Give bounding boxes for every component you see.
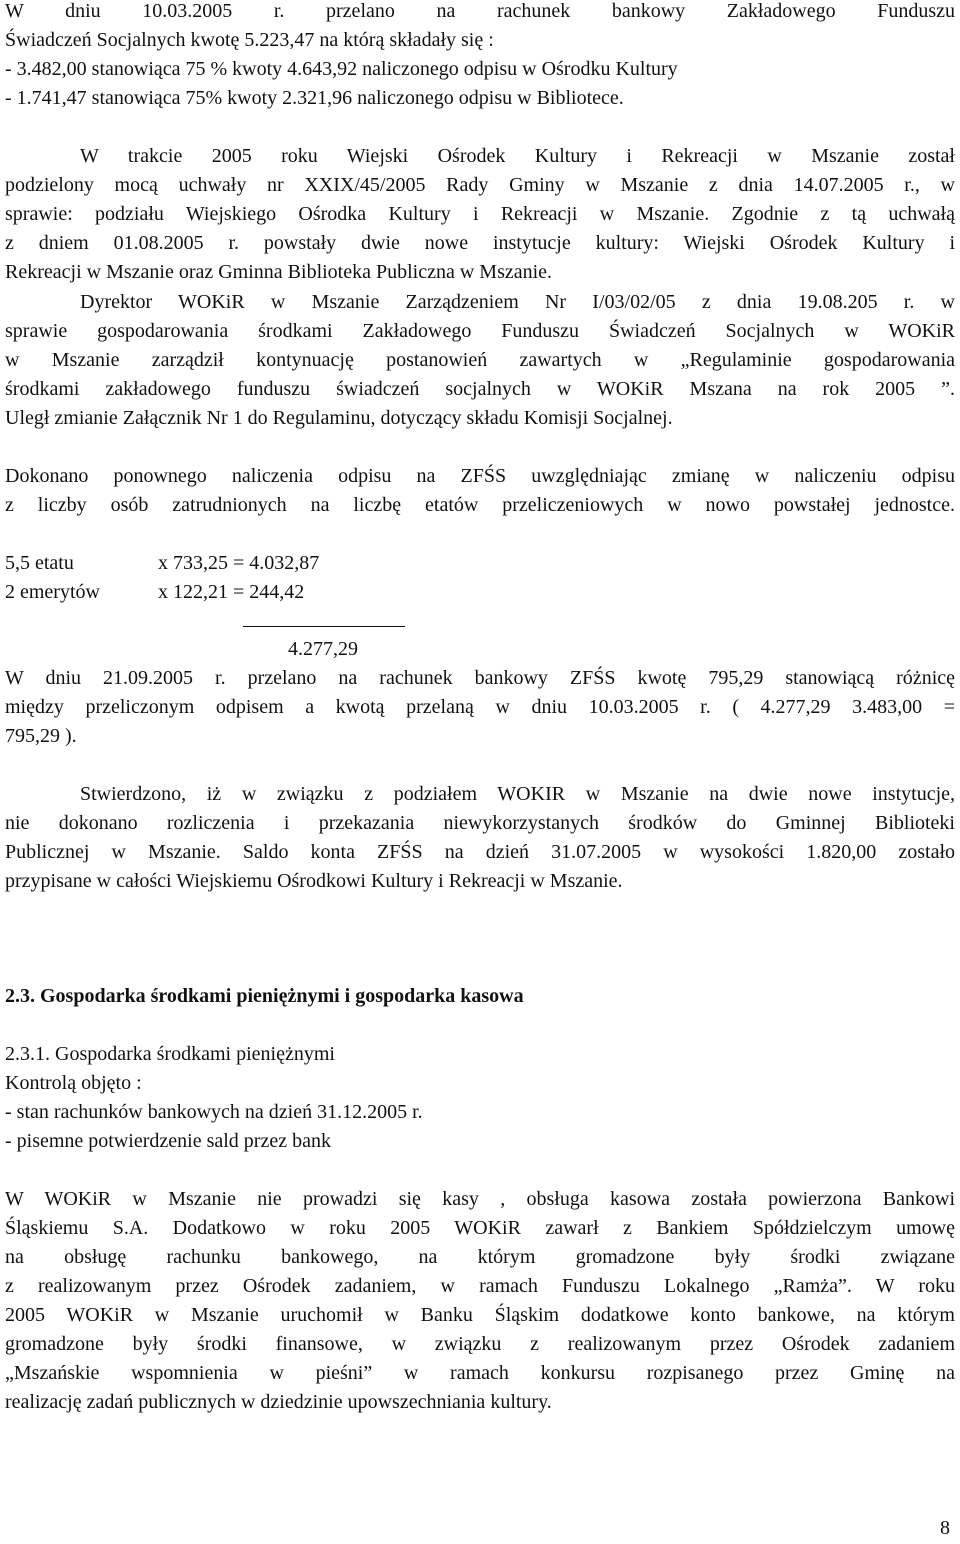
calc-row-expression: x 122,21 = 244,42 <box>158 581 305 603</box>
sum-underline <box>243 626 405 627</box>
list-item: - pisemne potwierdzenie sald przez bank <box>5 1130 331 1152</box>
paragraph-line: - 3.482,00 stanowiąca 75 % kwoty 4.643,92 naliczonego odpisu w Ośrodku Kultury <box>5 58 678 80</box>
calc-row-label: 5,5 etatu <box>5 552 74 574</box>
paragraph-line: „Mszańskie wspomnienia w pieśni” w ramach konkursu rozpisanego przez Gminę na <box>5 1362 955 1384</box>
paragraph-line: sprawie: podziału Wiejskiego Ośrodka Kultury i Rekreacji w Mszanie. Zgodnie z tą uchwałą <box>5 203 955 225</box>
paragraph-line: z dniem 01.08.2005 r. powstały dwie nowe instytucje kultury: Wiejski Ośrodek Kultury i <box>5 232 955 254</box>
paragraph-line: podzielony mocą uchwały nr XXIX/45/2005 Rady Gminy w Mszanie z dnia 14.07.2005 r., w <box>5 174 955 196</box>
paragraph-line: Stwierdzono, iż w związku z podziałem WOKIR w Mszanie na dwie nowe instytucje, <box>80 783 955 805</box>
page-number: 8 <box>940 1517 950 1539</box>
paragraph-line: sprawie gospodarowania środkami Zakładowego Funduszu Świadczeń Socjalnych w WOKiR <box>5 320 955 342</box>
paragraph-line: 2005 WOKiR w Mszanie uruchomił w Banku Śląskim dodatkowe konto bankowe, na którym <box>5 1304 955 1326</box>
list-item: - stan rachunków bankowych na dzień 31.12.2005 r. <box>5 1101 423 1123</box>
paragraph-line: przypisane w całości Wiejskiemu Ośrodkowi Kultury i Rekreacji w Mszanie. <box>5 870 623 892</box>
paragraph-line: Dyrektor WOKiR w Mszanie Zarządzeniem Nr I/03/02/05 z dnia 19.08.205 r. w <box>80 291 955 313</box>
paragraph-line: Śląskiemu S.A. Dodatkowo w roku 2005 WOKiR zawarł z Bankiem Spółdzielczym umowę <box>5 1217 955 1239</box>
paragraph-line: z realizowanym przez Ośrodek zadaniem, w ramach Funduszu Lokalnego „Ramża”. W roku <box>5 1275 955 1297</box>
paragraph-line: gromadzone były środki finansowe, w związku z realizowanym przez Ośrodek zadaniem <box>5 1333 955 1355</box>
paragraph-line: 795,29 ). <box>5 725 77 747</box>
paragraph-line: w Mszanie zarządził kontynuację postanowień zawartych w „Regulaminie gospodarowania <box>5 349 955 371</box>
calc-row-label: 2 emerytów <box>5 581 100 603</box>
subsection-heading: 2.3.1. Gospodarka środkami pieniężnymi <box>5 1043 335 1065</box>
paragraph-line: W dniu 10.03.2005 r. przelano na rachunek bankowy Zakładowego Funduszu <box>5 0 955 22</box>
calc-row-expression: x 733,25 = 4.032,87 <box>158 552 320 574</box>
calc-total: 4.277,29 <box>288 638 358 660</box>
paragraph-line: między przeliczonym odpisem a kwotą przelaną w dniu 10.03.2005 r. ( 4.277,29 3.483,00 = <box>5 696 955 718</box>
paragraph-line: realizację zadań publicznych w dziedzinie upowszechniania kultury. <box>5 1391 552 1413</box>
section-heading: 2.3. Gospodarka środkami pieniężnymi i gospodarka kasowa <box>5 985 524 1007</box>
paragraph-line: W trakcie 2005 roku Wiejski Ośrodek Kultury i Rekreacji w Mszanie został <box>80 145 955 167</box>
paragraph-line: Publicznej w Mszanie. Saldo konta ZFŚS na dzień 31.07.2005 w wysokości 1.820,00 zostało <box>5 841 955 863</box>
paragraph-line: z liczby osób zatrudnionych na liczbę etatów przeliczeniowych w nowo powstałej jednostce. <box>5 494 955 516</box>
paragraph-line: W dniu 21.09.2005 r. przelano na rachunek bankowy ZFŚS kwotę 795,29 stanowiącą różnicę <box>5 667 955 689</box>
paragraph-line: na obsługę rachunku bankowego, na którym gromadzone były środki związane <box>5 1246 955 1268</box>
paragraph-line: W WOKiR w Mszanie nie prowadzi się kasy , obsługa kasowa została powierzona Bankowi <box>5 1188 955 1210</box>
paragraph-line: Świadczeń Socjalnych kwotę 5.223,47 na którą składały się : <box>5 29 494 51</box>
paragraph-line: - 1.741,47 stanowiąca 75% kwoty 2.321,96 naliczonego odpisu w Bibliotece. <box>5 87 624 109</box>
paragraph-line: środkami zakładowego funduszu świadczeń socjalnych w WOKiR Mszana na rok 2005 ”. <box>5 378 955 400</box>
paragraph-line: Dokonano ponownego naliczenia odpisu na ZFŚS uwzględniając zmianę w naliczeniu odpisu <box>5 465 955 487</box>
paragraph-line: Rekreacji w Mszanie oraz Gminna Biblioteka Publiczna w Mszanie. <box>5 261 553 283</box>
paragraph-line: Uległ zmianie Załącznik Nr 1 do Regulaminu, dotyczący składu Komisji Socjalnej. <box>5 407 673 429</box>
paragraph-line: nie dokonano rozliczenia i przekazania niewykorzystanych środków do Gminnej Biblioteki <box>5 812 955 834</box>
paragraph-line: Kontrolą objęto : <box>5 1072 142 1094</box>
